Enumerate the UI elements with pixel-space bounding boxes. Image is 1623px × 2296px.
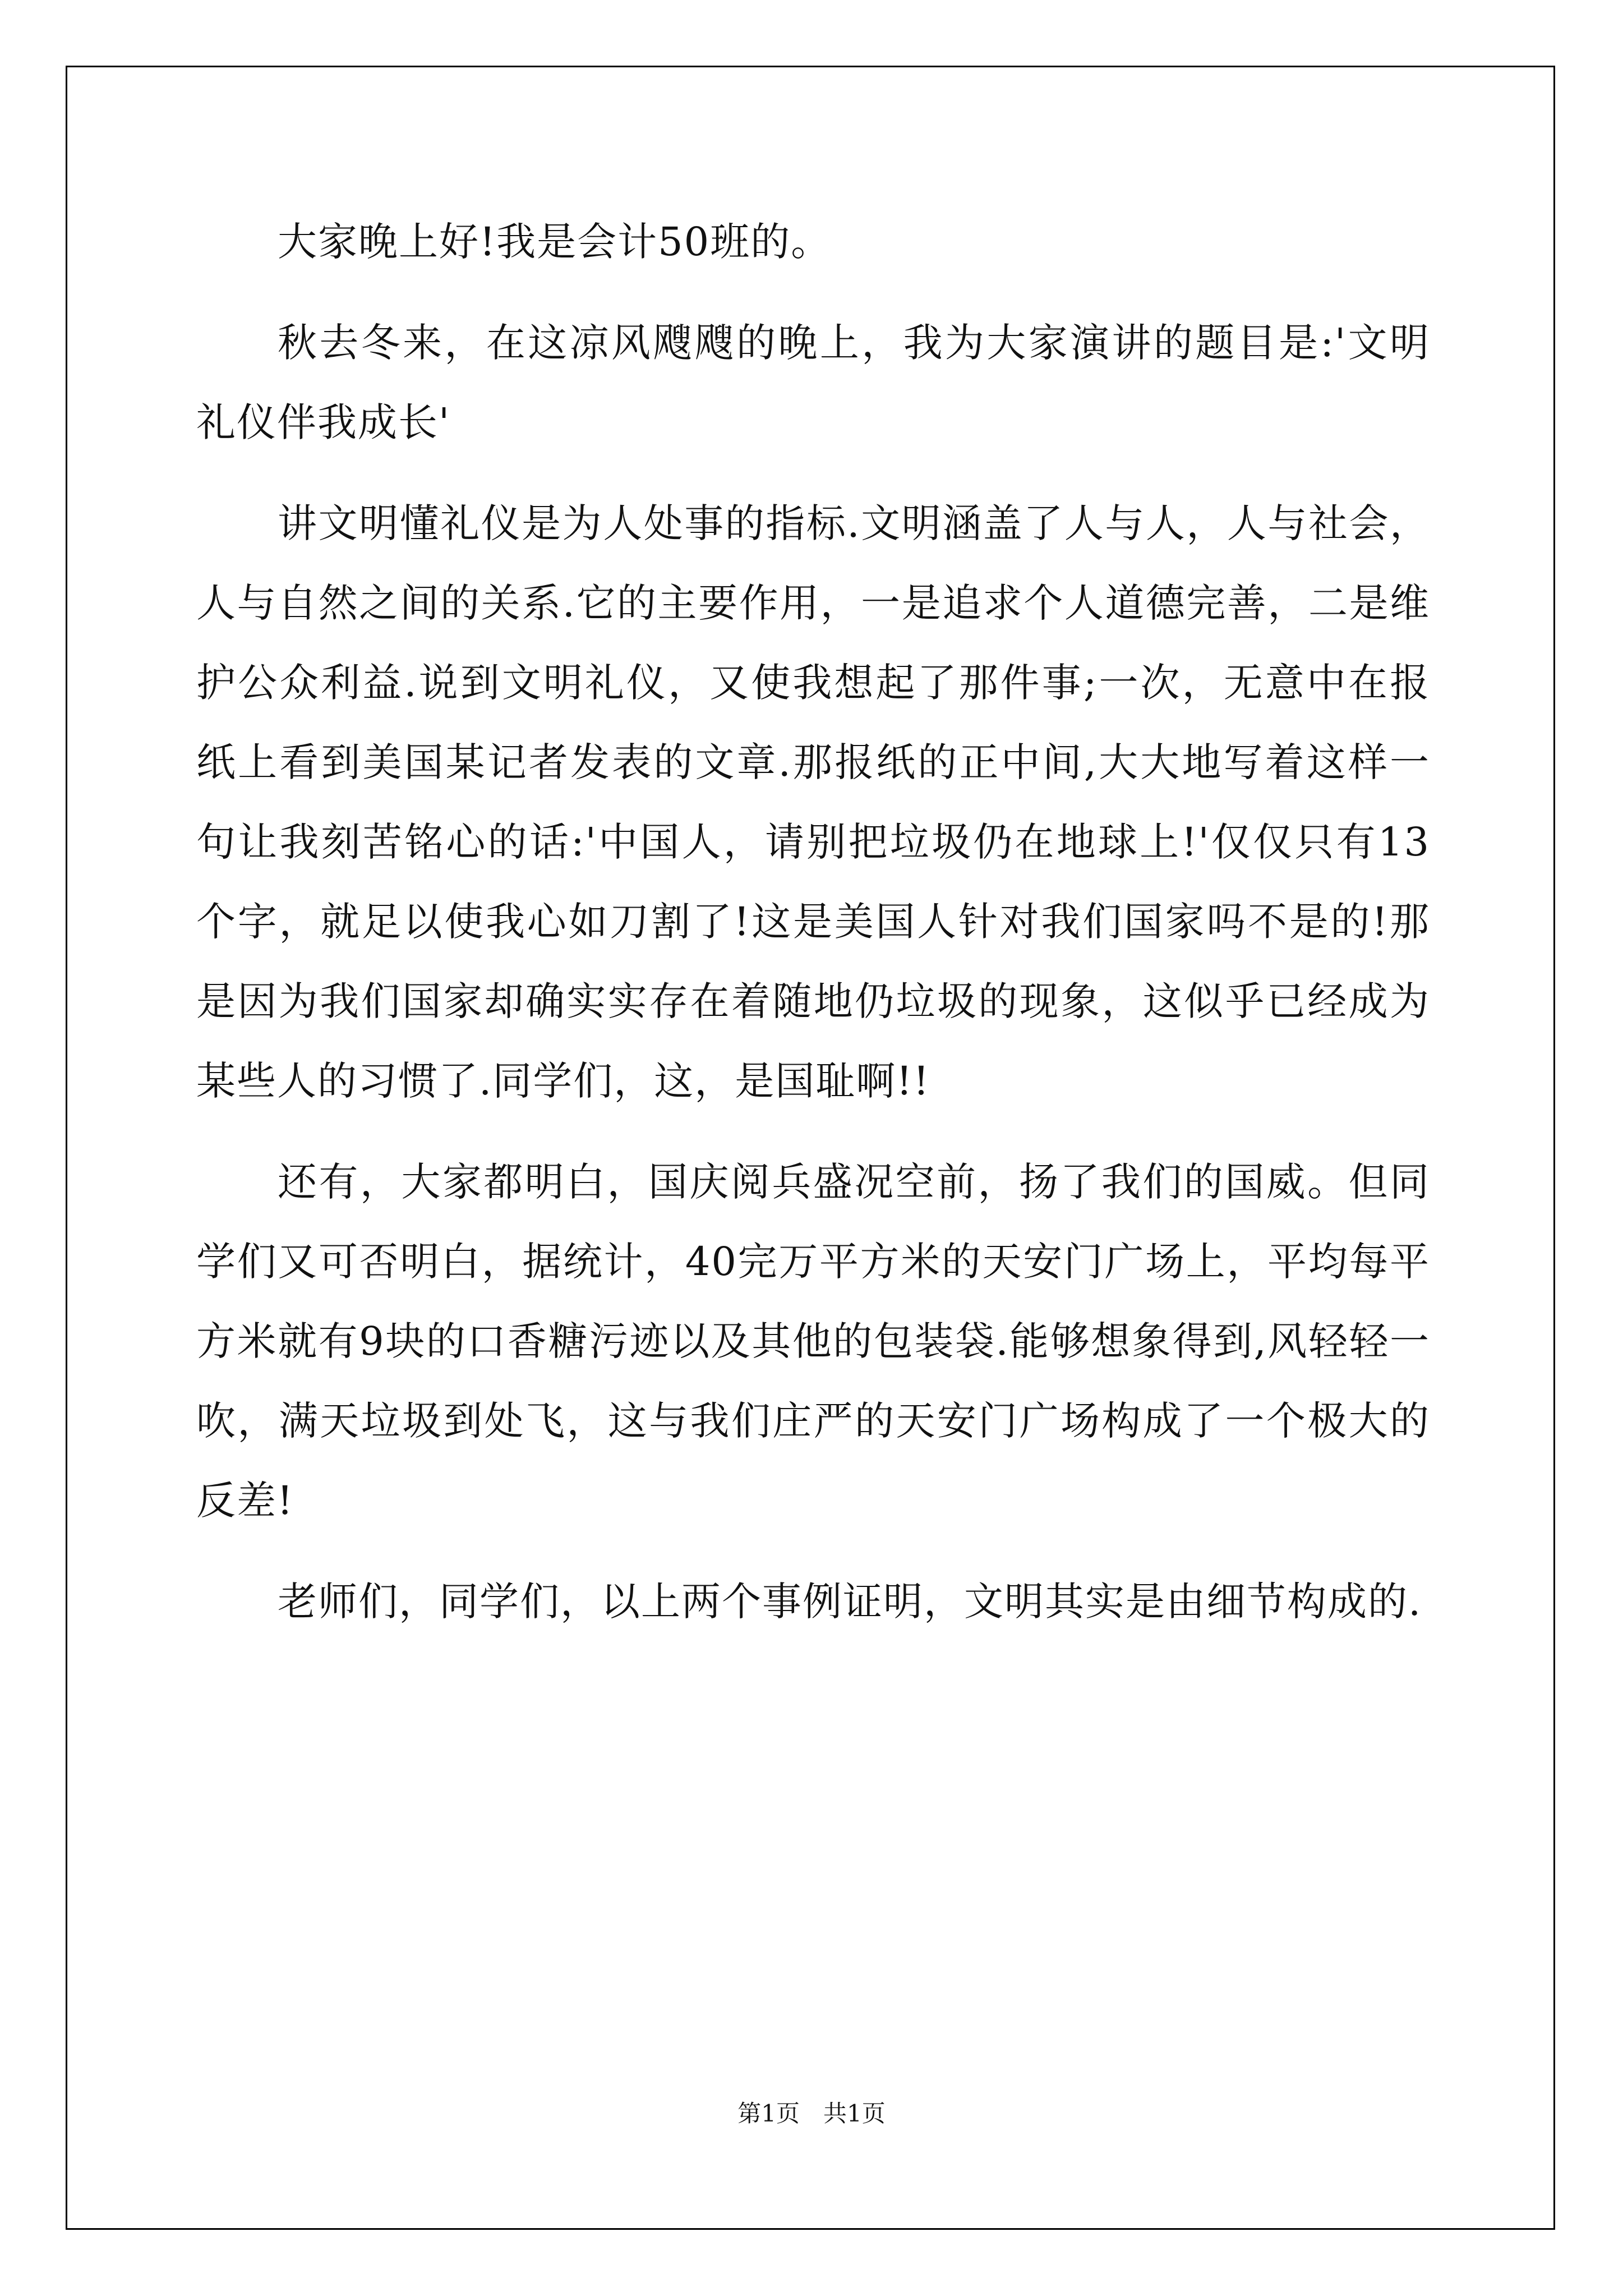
paragraph-conclusion: 老师们，同学们，以上两个事例证明，文明其实是由细节构成的. xyxy=(278,1579,1422,1625)
document-body xyxy=(196,202,1430,1663)
paragraph-topic: 秋去冬来，在这凉风飕飕的晚上，我为大家演讲的题目是:'文明礼仪伴我成长' xyxy=(196,320,1430,445)
paragraph-tiananmen-example: 还有，大家都明白，国庆阅兵盛况空前，扬了我们的国威。但同学们又可否明白，据统计，40完万平方米的天安门广场上，平均每平方米就有9块的口香糖污迹以及其他的包装袋.能够想象得到,风轻轻一吹，满天垃圾到处飞，这与我们庄严的天安门广场构成了一个极大的反差! xyxy=(196,1159,1430,1524)
page-number-footer: 第1页 共1页 xyxy=(737,2100,886,2127)
paragraph-greeting: 大家晚上好!我是会计50班的。 xyxy=(278,219,832,265)
paragraph-civility-example: 讲文明懂礼仪是为人处事的指标.文明涵盖了人与人，人与社会，人与自然之间的关系.它的主要作用，一是追求个人道德完善，二是维护公众利益.说到文明礼仪，又使我想起了那件事;一次，无意中在报纸上看到美国某记者发表的文章.那报纸的正中间,大大地写着这样一句让我刻苦铭心的话:'中国人，请别把垃圾仍在地球上!'仅仅只有13个字，就足以使我心如刀割了!这是美国人针对我们国家吗不是的!那是因为我们国家却确实实存在着随地仍垃圾的现象，这似乎已经成为某些人的习惯了.同学们，这，是国耻啊!! xyxy=(196,500,1430,1104)
